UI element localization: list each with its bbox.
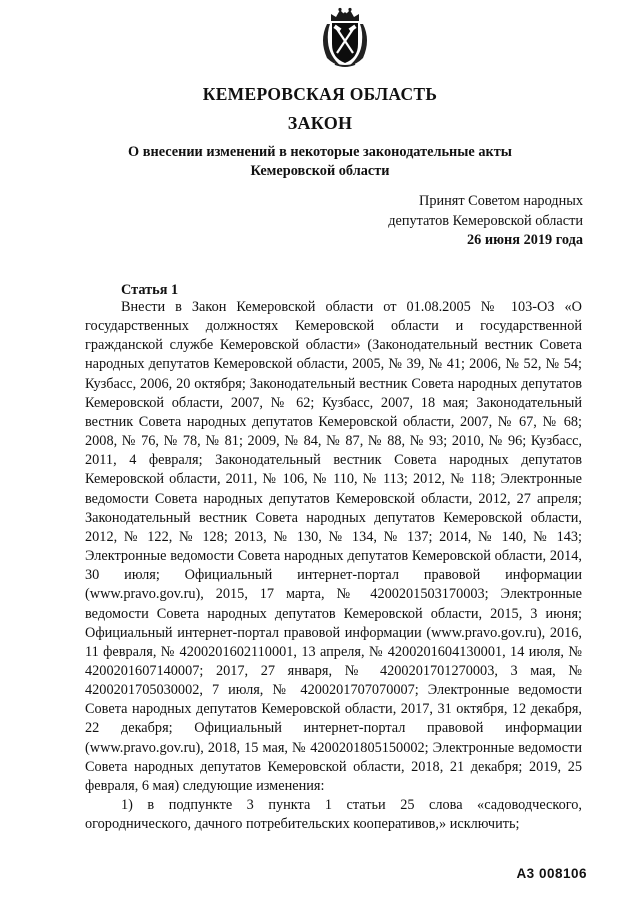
form-serial-number: А3 008106 [516,866,587,881]
coat-of-arms-emblem [317,6,373,68]
adoption-line-1: Принят Советом народных [419,193,583,209]
law-title-line-2: Кемеровской области [250,163,390,179]
article-paragraph: Внести в Закон Кемеровской области от 01.08.2005 № 103-ОЗ «О государственных должностях Кемеровской области и государственной гражданской службе Кемеровской области» (Законодательный вестник Совета народных депутатов Кемеровской области, 2005, № 39, № 41; 2006, № 52, № 54; Кузбасс, 2006, 20 октября; Законодательный вестник Совета народных депутатов Кемеровской области, 2007, № 62; Кузбасс, 2007, 18 мая; Законодательный вестник Совета народных депутатов Кемеровской области, 2007, № 67, № 68; 2008, № 76, № 78, № 81; 2009, № 84, № 87, № 88, № 93; 2010, № 96; Кузбасс, 2011, 4 февраля; Законодательный вестник Совета народных депутатов Кемеровской области, 2011, № 106, № 110, № 113; 2012, № 118; Электронные ведомости Совета народных депутатов Кемеровской области, 2012, 27 апреля; Законодательный вестник Совета народных депутатов Кемеровской области, 2012, № 122, № 128; 2013, № 130, № 134, № 137; 2014, № 140, № 143; Электронные ведомости Совета народных депутатов Кемеровской области, 2014, 30 июля; Официальный интернет-портал правовой информации (www.pravo.gov.ru), 2015, 17 марта, № 4200201503170003; Электронные ведомости Совета народных депутатов Кемеровской области, 2015, 3 июня; Официальный интернет-портал правовой информации (www.pravo.gov.ru), 2016, 11 февраля, № 4200201602110001, 13 апреля, № 4200201604130001, 14 июля, № 4200201607140007; 2017, 27 января, № 4200201701270003, 3 мая, № 4200201705030002, 7 июля, № 4200201707070007; Электронные ведомости Совета народных депутатов Кемеровской области, 2017, 31 октября, 12 декабря, 22 декабря; Официальный интернет-портал правовой информации (www.pravo.gov.ru), 2018, 15 мая, № 4200201805150002; Электронные ведомости Совета народных депутатов Кемеровской области, 2018, 21 декабря; 2019, 25 февраля, 6 мая) следующие изменения: [85,299,582,794]
law-title [0,143,640,181]
adoption-block [343,192,583,251]
adoption-line-2: депутатов Кемеровской области [388,212,583,229]
document-type: ЗАКОН [287,113,353,133]
region-name: КЕМЕРОВСКАЯ ОБЛАСТЬ [202,84,438,104]
article-title: Статья 1 [121,282,179,298]
article-item-1: 1) в подпункте 3 пункта 1 статьи 25 слова «садоводческого, огороднического, дачного потребительских кооперативов,» исключить; [85,797,582,833]
law-title-line-1: О внесении изменений в некоторые законодательные акты [128,144,512,160]
article-body [85,298,582,834]
adoption-date: 26 июня 2019 года [466,232,583,248]
